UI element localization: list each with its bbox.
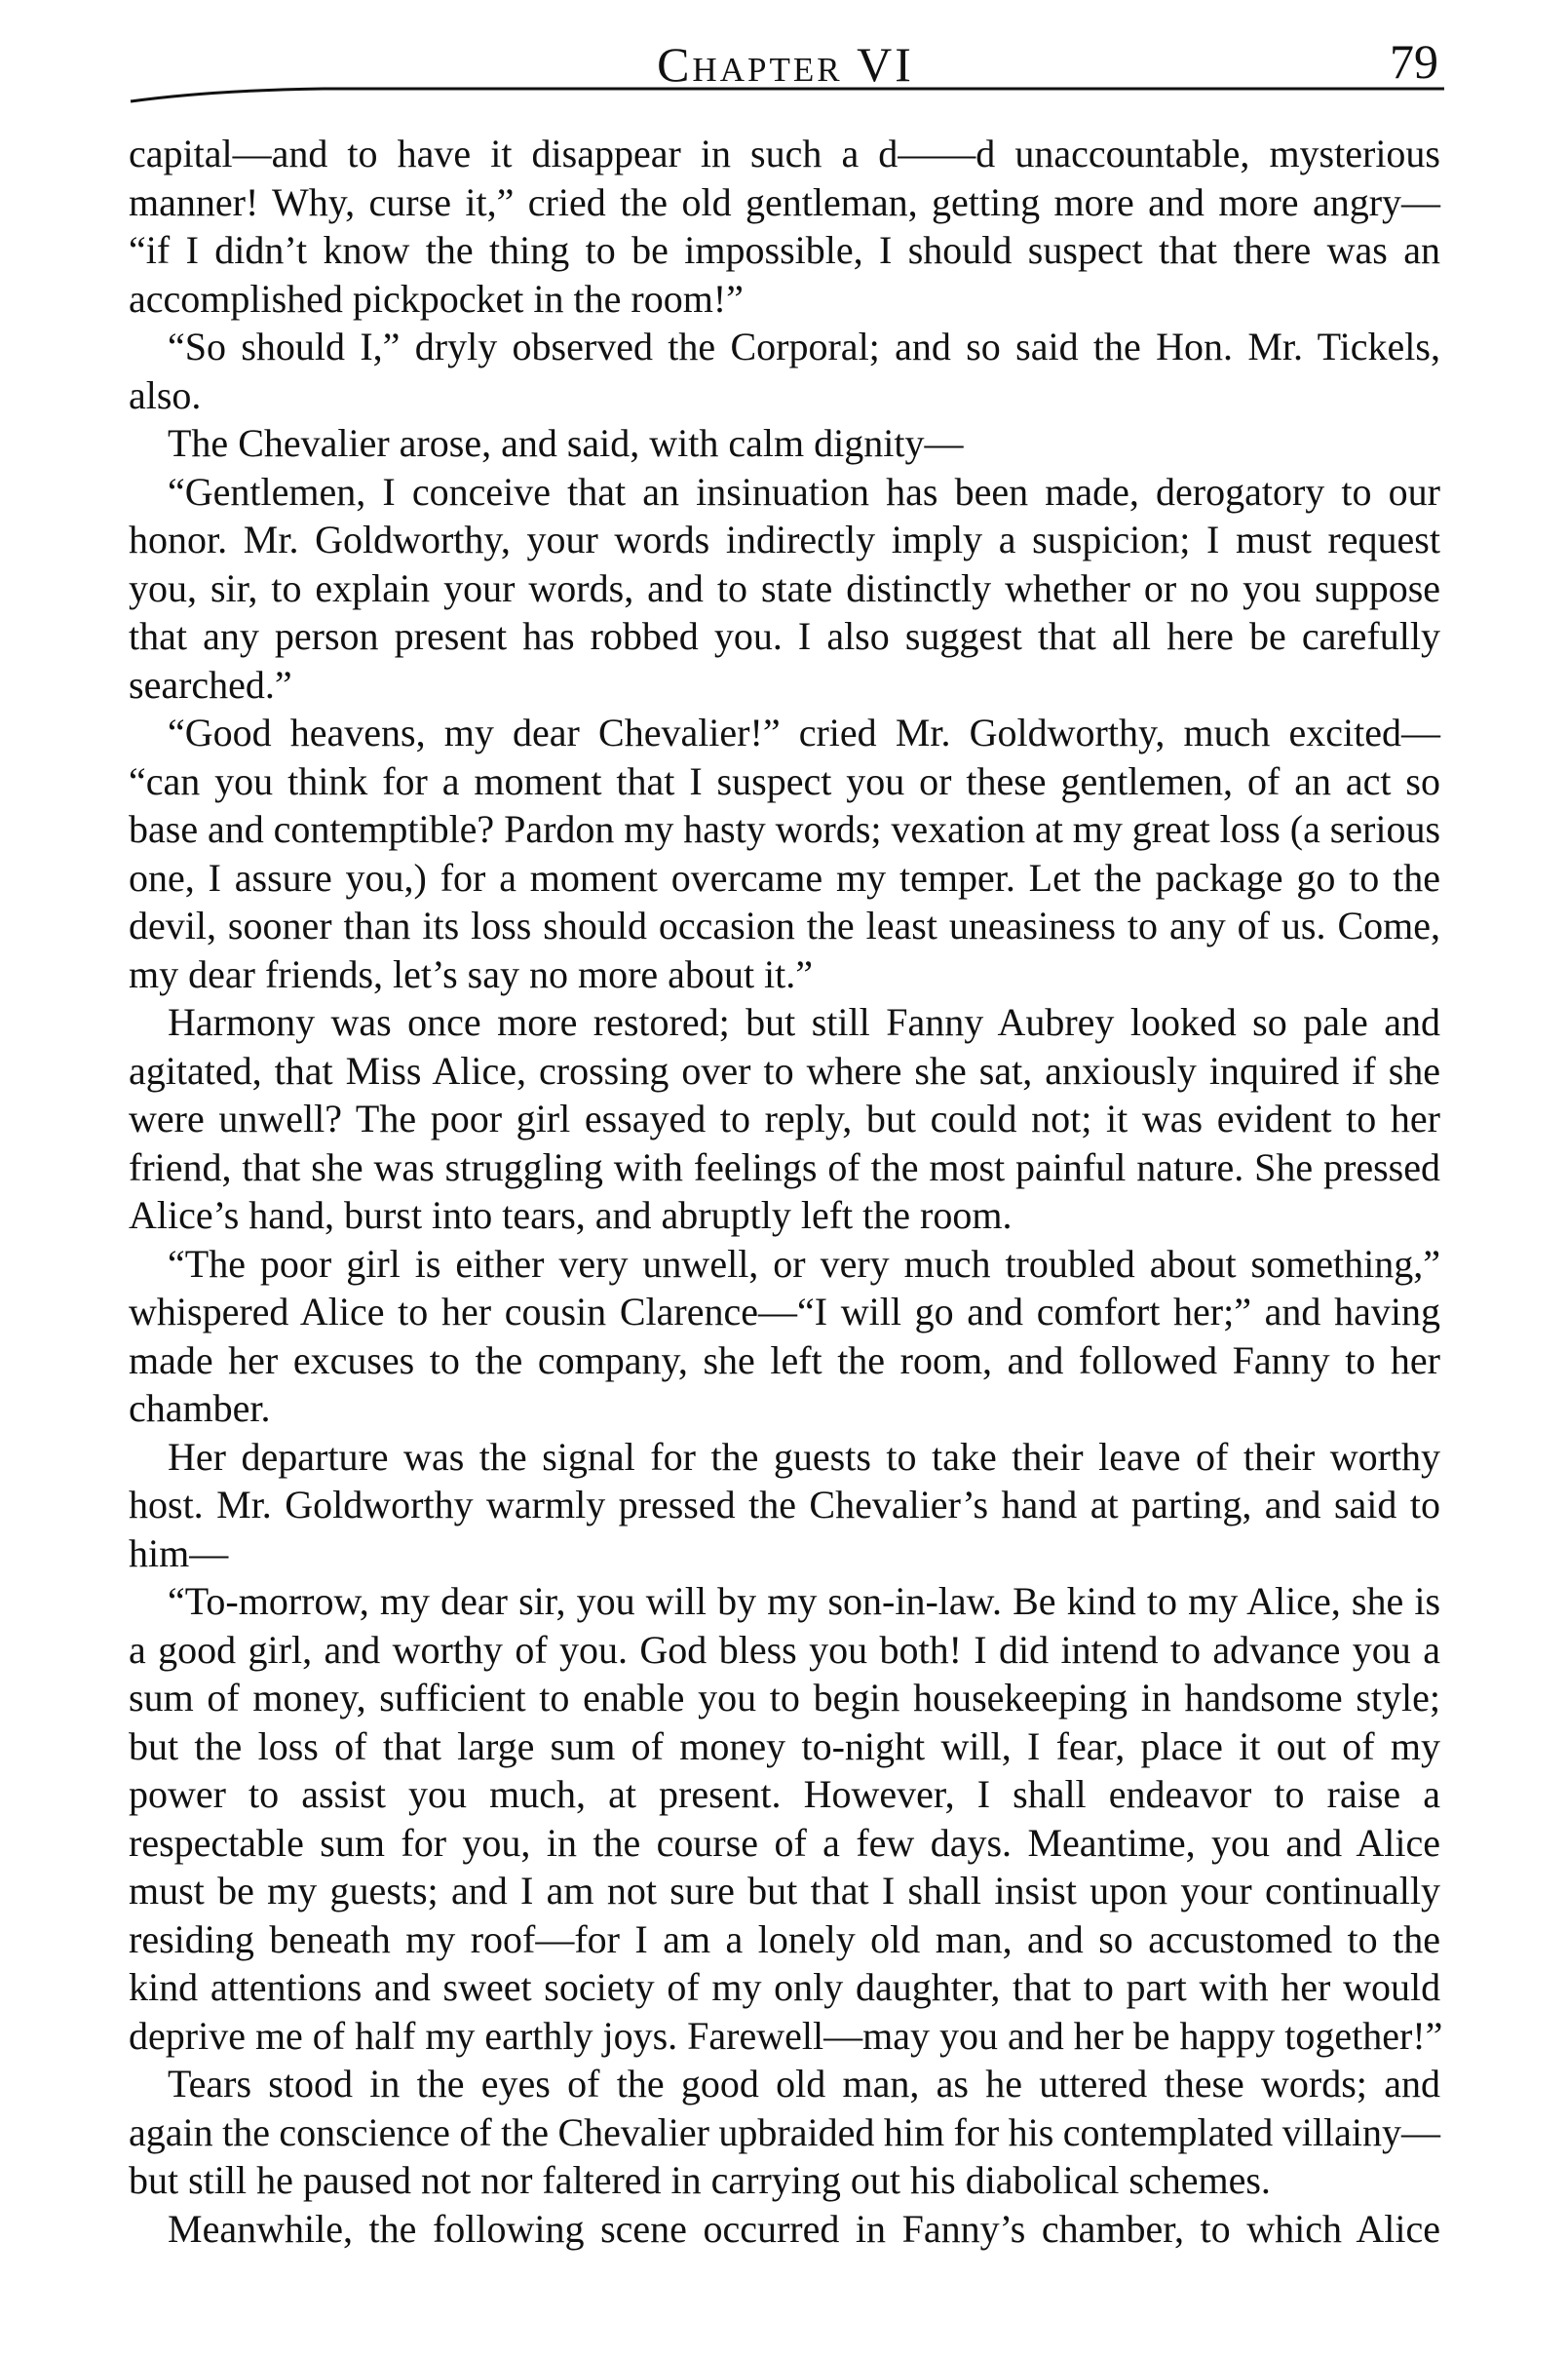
text-line: power to assist you much, at present. However, I shall endeavor to raise a <box>129 1772 1440 1816</box>
text-line: Alice’s hand, burst into tears, and abruptly left the room. <box>129 1193 1013 1237</box>
text-line: The Chevalier arose, and said, with calm dignity— <box>168 421 964 465</box>
text-line: “can you think for a moment that I suspect you or these gentlemen, of an act so <box>129 758 1440 803</box>
text-line: one, I assure you,) for a moment overcame my temper. Let the package go to the <box>129 855 1441 900</box>
text-line: that any person present has robbed you. I also suggest that all here be carefully <box>129 614 1440 658</box>
text-line: host. Mr. Goldworthy warmly pressed the Chevalier’s hand at parting, and said to <box>129 1483 1440 1526</box>
text-line: capital—and to have it disappear in such a d——d unaccountable, mysterious <box>129 132 1440 175</box>
text-line: were unwell? The poor girl essayed to reply, but could not; it was evident to her <box>129 1097 1440 1140</box>
header-rule <box>129 82 1444 107</box>
text-line: “So should I,” dryly observed the Corporal; and so said the Hon. Mr. Tickels, <box>168 325 1440 368</box>
text-line: honor. Mr. Goldworthy, your words indirectly imply a suspicion; I must request <box>129 518 1440 561</box>
text-line: “The poor girl is either very unwell, or very much troubled about something,” <box>168 1241 1440 1286</box>
text-line: “if I didn’t know the thing to be impossible, I should suspect that there was an <box>129 228 1441 272</box>
text-line: base and contemptible? Pardon my hasty words; vexation at my great loss (a serious <box>129 807 1441 851</box>
text-line: but the loss of that large sum of money to-night will, I fear, place it out of my <box>129 1723 1440 1768</box>
text-line: “Good heavens, my dear Chevalier!” cried Mr. Goldworthy, much excited— <box>168 711 1441 754</box>
text-line: must be my guests; and I am not sure but that I shall insist upon your continually <box>129 1869 1440 1913</box>
chapter-title: Chapter VI <box>657 37 914 92</box>
text-line: whispered Alice to her cousin Clarence—“I will go and comfort her;” and having <box>129 1290 1440 1333</box>
text-line: searched.” <box>129 662 292 707</box>
text-line: him— <box>129 1530 229 1575</box>
body-text <box>129 130 1443 2253</box>
text-line: my dear friends, let’s say no more about it.” <box>129 951 814 996</box>
text-line: “Gentlemen, I conceive that an insinuation has been made, derogatory to our <box>168 469 1440 514</box>
text-line: deprive me of half my earthly joys. Farewell—may you and her be happy together!” <box>129 2013 1443 2058</box>
text-line: sum of money, sufficient to enable you to begin housekeeping in handsome style; <box>129 1676 1441 1719</box>
text-line: devil, sooner than its loss should occasion the least uneasiness to any of us. Come, <box>129 904 1440 947</box>
text-line: again the conscience of the Chevalier upbraided him for his contemplated villainy— <box>129 2109 1440 2154</box>
text-line: also. <box>129 372 202 417</box>
text-line: kind attentions and sweet society of my only daughter, that to part with her would <box>129 1965 1441 2009</box>
text-line: accomplished pickpocket in the room!” <box>129 276 744 321</box>
text-line: residing beneath my roof—for I am a lonely old man, and so accustomed to the <box>129 1916 1440 1961</box>
text-line: friend, that she was struggling with feelings of the most painful nature. She pressed <box>129 1144 1440 1189</box>
text-line: but still he paused not nor faltered in carrying out his diabolical schemes. <box>129 2158 1271 2202</box>
text-line: Harmony was once more restored; but still Fanny Aubrey looked so pale and <box>168 1000 1441 1044</box>
text-line: respectable sum for you, in the course of a few days. Meantime, you and Alice <box>129 1820 1441 1865</box>
page-number: 79 <box>1390 34 1438 89</box>
text-line: Her departure was the signal for the guests to take their leave of their worthy <box>168 1434 1441 1479</box>
running-head <box>129 0 1442 107</box>
text-line: chamber. <box>129 1386 271 1430</box>
text-line: you, sir, to explain your words, and to state distinctly whether or no you suppose <box>129 565 1441 610</box>
text-line: made her excuses to the company, she left the room, and followed Fanny to her <box>129 1337 1440 1382</box>
text-line: a good girl, and worthy of you. God bless you both! I did intend to advance you a <box>129 1627 1440 1672</box>
text-line: agitated, that Miss Alice, crossing over to where she sat, anxiously inquired if she <box>129 1048 1441 1093</box>
text-line: Meanwhile, the following scene occurred in Fanny’s chamber, to which Alice <box>168 2206 1440 2251</box>
text-line: Tears stood in the eyes of the good old man, as he uttered these words; and <box>168 2062 1440 2106</box>
text-line: “To-morrow, my dear sir, you will by my son-in-law. Be kind to my Alice, she is <box>168 1579 1441 1623</box>
text-line: manner! Why, curse it,” cried the old gentleman, getting more and more angry— <box>129 179 1441 224</box>
